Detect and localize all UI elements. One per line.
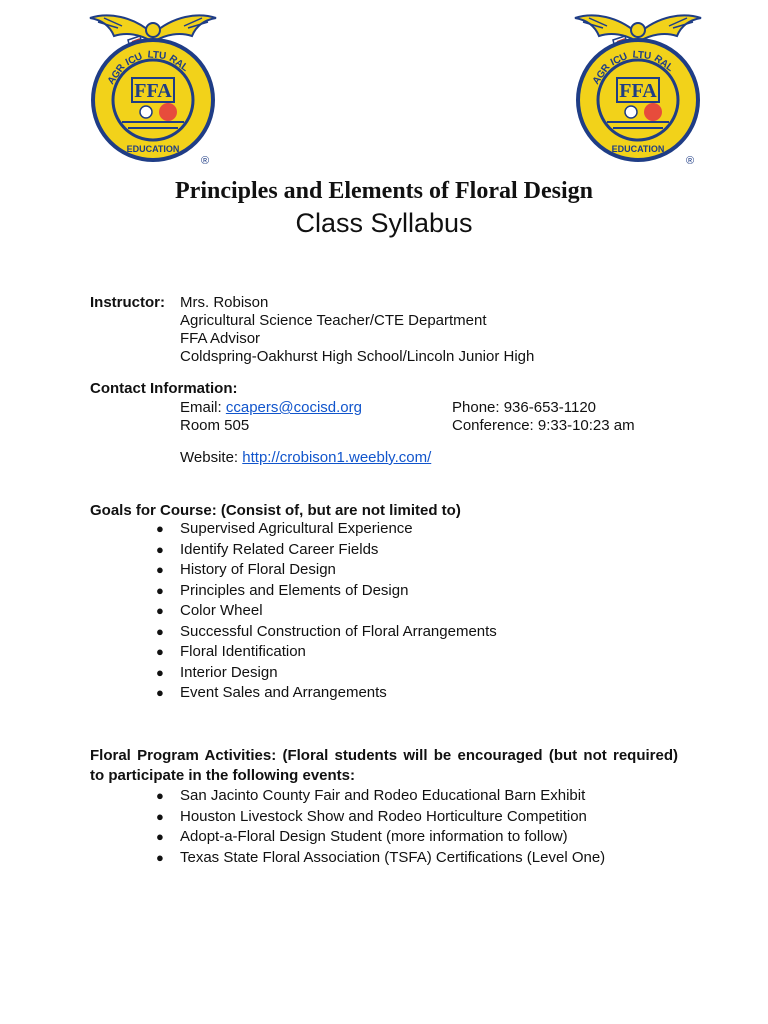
svg-text:FFA: FFA — [134, 80, 172, 102]
bullet-icon: ● — [156, 644, 164, 659]
list-item — [156, 540, 497, 561]
svg-text:AGR: AGR — [105, 62, 128, 87]
list-item-text: Supervised Agricultural Experience — [180, 520, 413, 537]
list-item — [156, 581, 497, 602]
list-item — [156, 560, 497, 581]
list-item-text: Successful Construction of Floral Arrangements — [180, 622, 497, 640]
activities-heading-line2: to participate in the following events: — [90, 767, 356, 784]
list-item — [156, 786, 605, 807]
page-subtitle: Class Syllabus — [295, 208, 473, 238]
list-item — [156, 683, 497, 704]
list-item-text: San Jacinto County Fair and Rodeo Educational Barn Exhibit — [180, 787, 586, 804]
list-item — [156, 663, 497, 684]
page-title: Principles and Elements of Floral Design — [175, 178, 593, 204]
activities-heading-line1: Floral Program Activities: (Floral students will be encouraged (but not required) — [90, 747, 678, 764]
instructor-label: Instructor: — [90, 294, 165, 311]
bullet-icon: ● — [156, 685, 164, 700]
list-item — [156, 642, 497, 663]
svg-text:EDUCATION: EDUCATION — [611, 144, 665, 154]
bullet-icon: ● — [156, 562, 164, 577]
email-label: Email: — [180, 399, 222, 416]
activities-list — [156, 786, 605, 868]
svg-text:ICU: ICU — [124, 51, 145, 69]
list-item — [156, 807, 605, 828]
svg-text:RAL: RAL — [166, 53, 191, 74]
email-link[interactable]: ccapers@cocisd.org — [225, 399, 362, 416]
phone-number: Phone: 936-653-1120 — [452, 399, 597, 416]
room-number: Room 505 — [180, 417, 250, 434]
website-line — [180, 449, 431, 467]
bullet-icon: ● — [156, 849, 164, 865]
bullet-icon: ● — [156, 788, 164, 803]
ffa-emblem-left — [88, 6, 218, 170]
svg-text:LTU: LTU — [147, 49, 167, 62]
email-line — [180, 399, 362, 417]
list-item-text: Floral Identification — [180, 643, 306, 660]
ffa-emblem-right — [573, 6, 703, 170]
svg-text:FFA: FFA — [619, 80, 657, 102]
conference-time: Conference: 9:33-10:23 am — [452, 417, 635, 434]
list-item-text: Color Wheel — [180, 602, 263, 619]
bullet-icon: ● — [156, 664, 164, 680]
list-item-text: Principles and Elements of Design — [180, 581, 409, 599]
list-item-text: Interior Design — [180, 663, 278, 681]
svg-text:RAL: RAL — [651, 53, 676, 74]
svg-text:EDUCATION: EDUCATION — [126, 144, 180, 154]
svg-text:AGR: AGR — [590, 62, 613, 87]
bullet-icon: ● — [156, 541, 164, 557]
website-label: Website: — [180, 449, 239, 466]
list-item — [156, 519, 497, 540]
list-item-text: Adopt-a-Floral Design Student (more information to follow) — [180, 828, 568, 845]
svg-text:LTU: LTU — [632, 49, 652, 62]
list-item-text: Houston Livestock Show and Rodeo Horticulture Competition — [180, 807, 587, 825]
website-link[interactable]: http://crobison1.weebly.com/ — [242, 449, 432, 466]
list-item-text: History of Floral Design — [180, 561, 336, 578]
instructor-role: FFA Advisor — [180, 330, 261, 347]
svg-text:®: ® — [685, 155, 695, 167]
goals-heading: Goals for Course: (Consist of, but are not limited to) — [90, 502, 461, 519]
list-item — [156, 827, 605, 848]
list-item — [156, 622, 497, 643]
bullet-icon: ● — [156, 808, 164, 824]
ffa-emblem-icon — [573, 6, 703, 170]
instructor-title: Agricultural Science Teacher/CTE Department — [180, 312, 487, 329]
bullet-icon: ● — [156, 623, 164, 639]
instructor-name: Mrs. Robison — [180, 294, 269, 311]
list-item-text: Identify Related Career Fields — [180, 540, 379, 558]
goals-list — [156, 519, 497, 704]
bullet-icon: ● — [156, 582, 164, 598]
ffa-emblem-icon — [88, 6, 218, 170]
list-item-text: Texas State Floral Association (TSFA) Certifications (Level One) — [180, 848, 606, 866]
contact-label: Contact Information: — [90, 380, 238, 397]
bullet-icon: ● — [156, 603, 164, 618]
instructor-school: Coldspring-Oakhurst High School/Lincoln Junior High — [180, 348, 535, 365]
bullet-icon: ● — [156, 521, 164, 536]
bullet-icon: ● — [156, 829, 164, 844]
list-item — [156, 601, 497, 622]
list-item — [156, 848, 605, 869]
svg-text:®: ® — [200, 155, 210, 167]
svg-text:ICU: ICU — [609, 51, 630, 69]
list-item-text: Event Sales and Arrangements — [180, 684, 387, 701]
